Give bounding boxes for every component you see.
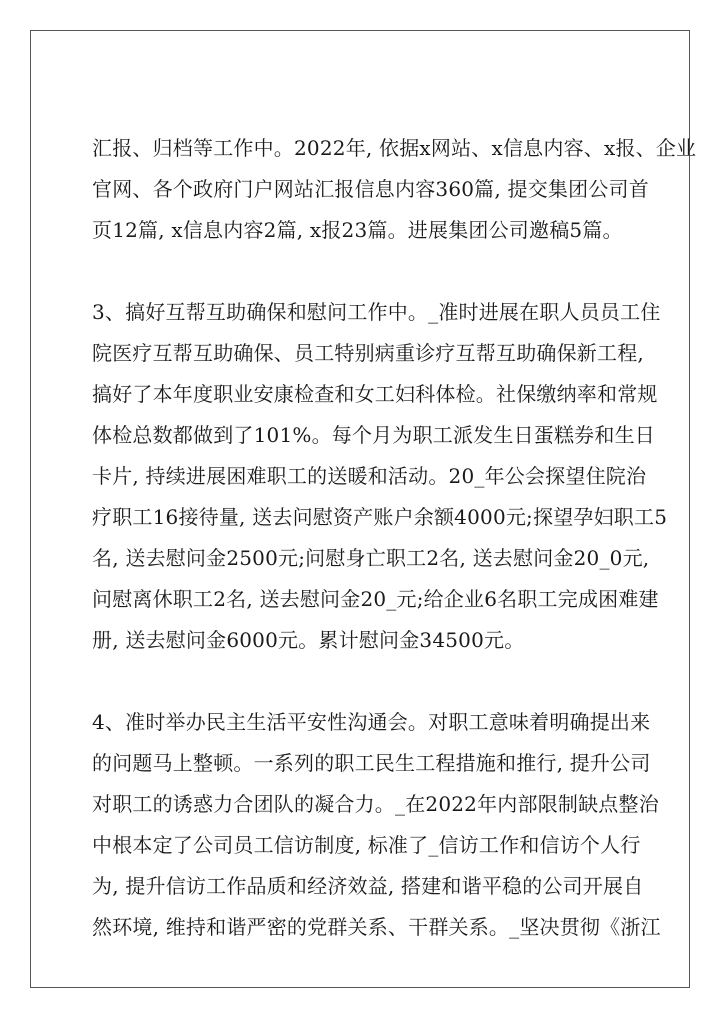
paragraph-spacer — [92, 661, 637, 702]
text-line: 汇报、归档等工作中。2022年, 依据x网站、x信息内容、x报、企业 — [92, 136, 697, 160]
text-line: 体检总数都做到了101%。每个月为职工派发生日蛋糕券和生日 — [92, 423, 655, 447]
text-line: 对职工的诱惑力合团队的凝合力。_在2022年内部限制缺点整治 — [92, 792, 659, 816]
paragraph-spacer — [92, 251, 637, 292]
text-line: 问慰离休职工2名, 送去慰问金20_元;给企业6名职工完成困难建 — [92, 587, 659, 611]
paragraph-report-summary — [92, 128, 697, 251]
text-line: 搞好了本年度职业安康检查和女工妇科体检。社保缴纳率和常规 — [92, 382, 658, 406]
text-line: 官网、各个政府门户网站汇报信息内容360篇, 提交集团公司首 — [92, 177, 649, 201]
text-line: 3、搞好互帮互助确保和慰问工作中。_准时进展在职人员员工住 — [92, 300, 661, 324]
text-line: 名, 送去慰问金2500元;问慰身亡职工2名, 送去慰问金20_0元, — [92, 546, 650, 570]
text-line: 4、准时举办民主生活平安性沟通会。对职工意味着明确提出来 — [92, 710, 651, 734]
text-line: 中根本定了公司员工信访制度, 标准了_信访工作和信访个人行 — [92, 833, 641, 857]
paragraph-democratic-meeting — [92, 702, 661, 948]
text-line: 卡片, 持续进展困难职工的送暖和活动。20_年公会探望住院治 — [92, 464, 647, 488]
text-line: 页12篇, x信息内容2篇, x报23篇。进展集团公司邀稿5篇。 — [92, 218, 623, 242]
document-body — [92, 128, 697, 948]
text-line: 为, 提升信访工作品质和经济效益, 搭建和谐平稳的公司开展自 — [92, 874, 644, 898]
text-line: 册, 送去慰问金6000元。累计慰问金34500元。 — [92, 628, 525, 652]
text-line: 然环境, 维持和谐严密的党群关系、干群关系。_坚决贯彻《浙江 — [92, 915, 661, 939]
text-line: 疗职工16接待量, 送去问慰资产账户余额4000元;探望孕妇职工5 — [92, 505, 668, 529]
text-line: 的问题马上整顿。一系列的职工民生工程措施和推行, 提升公司 — [92, 751, 651, 775]
paragraph-mutual-aid — [92, 292, 668, 661]
text-line: 院医疗互帮互助确保、员工特别病重诊疗互帮互助确保新工程, — [92, 341, 644, 365]
